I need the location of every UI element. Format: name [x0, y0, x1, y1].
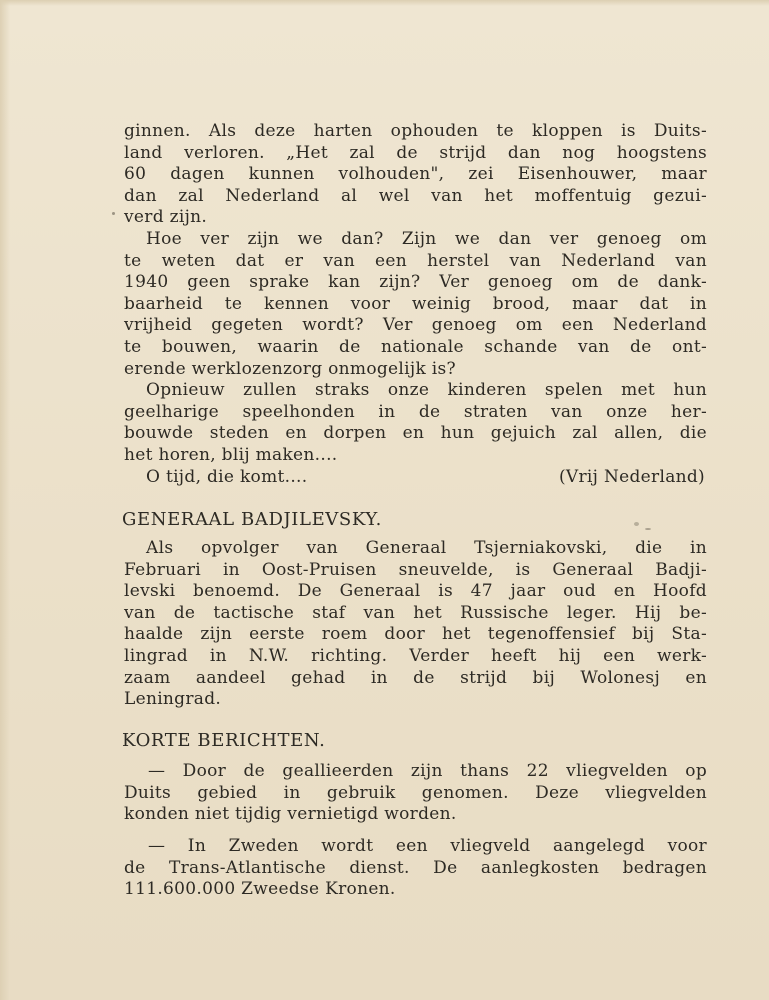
paragraph-badjilevsky: [124, 538, 707, 711]
text-line: te weten dat er van een herstel van Nederland van: [124, 250, 707, 271]
text-line: vrijheid gegeten wordt? Ver genoeg om een Nederland: [124, 315, 707, 336]
text-line: het horen, blij maken....: [124, 444, 338, 465]
text-line: Duits gebied in gebruik genomen. Deze vliegvelden: [124, 782, 707, 803]
text-line: van de tactische staf van het Russische leger. Hij be-: [124, 602, 707, 623]
text-line: baarheid te kennen voor weinig brood, maar dat in: [124, 293, 707, 314]
news-item-zweden: [124, 836, 707, 901]
text-line: land verloren. „Het zal de strijd dan nog hoogstens: [124, 142, 707, 163]
closing-text: O tijd, die komt....: [146, 467, 308, 487]
text-line: te bouwen, waarin de nationale schande van de ont-: [124, 336, 707, 357]
ink-speck: [634, 522, 639, 526]
text-line: Hoe ver zijn we dan? Zijn we dan ver genoeg om: [146, 229, 707, 249]
text-line: — In Zweden wordt een vliegveld aangelegd voor: [148, 836, 707, 856]
text-line: geelharige speelhonden in de straten van onze her-: [124, 401, 707, 422]
section-heading-badjilevsky: GENERAAL BADJILEVSKY.: [122, 509, 382, 530]
paragraph-opnieuw: [124, 380, 707, 466]
paper-edge-shadow-top: [0, 0, 769, 6]
text-line: verd zijn.: [124, 207, 208, 228]
text-line: erende werklozenzorg onmogelijk is?: [124, 358, 456, 379]
paragraph-hoe-ver: [124, 229, 707, 380]
text-line: konden niet tijdig vernietigd worden.: [124, 804, 457, 825]
section-heading-korte-berichten: KORTE BERICHTEN.: [122, 730, 326, 751]
article-continuation: [124, 121, 707, 229]
text-line: Leningrad.: [124, 689, 222, 710]
ink-speck: [645, 528, 651, 530]
news-item-vliegvelden: [124, 761, 707, 826]
ink-speck: [112, 212, 115, 215]
text-line: haalde zijn eerste roem door het tegenoffensief bij Sta-: [124, 624, 707, 645]
text-line: — Door de geallieerden zijn thans 22 vliegvelden op: [148, 761, 707, 781]
text-line: Als opvolger van Generaal Tsjerniakovski, die in: [146, 538, 707, 558]
text-line: 111.600.000 Zweedse Kronen.: [124, 879, 396, 900]
text-line: Opnieuw zullen straks onze kinderen spelen met hun: [146, 380, 707, 400]
text-line: lingrad in N.W. richting. Verder heeft hij een werk-: [124, 645, 707, 666]
text-line: de Trans-Atlantische dienst. De aanlegkosten bedragen: [124, 857, 707, 878]
paper-edge-shadow-left: [0, 0, 10, 1000]
text-line: Februari in Oost-Pruisen sneuvelde, is Generaal Badji-: [124, 559, 707, 580]
text-line: 1940 geen sprake kan zijn? Ver genoeg om de dank-: [124, 272, 707, 293]
source-attribution: (Vrij Nederland): [559, 467, 705, 487]
text-line: ginnen. Als deze harten ophouden te kloppen is Duits-: [124, 121, 707, 141]
text-line: bouwde steden en dorpen en hun gejuich zal allen, die: [124, 423, 707, 444]
text-line: 60 dagen kunnen volhouden", zei Eisenhouwer, maar: [124, 164, 707, 185]
text-line: zaam aandeel gehad in de strijd bij Wolonesj en: [124, 667, 707, 688]
text-line: levski benoemd. De Generaal is 47 jaar oud en Hoofd: [124, 581, 707, 602]
closing-line: [124, 467, 707, 489]
text-line: dan zal Nederland al wel van het moffentuig gezui-: [124, 185, 707, 206]
